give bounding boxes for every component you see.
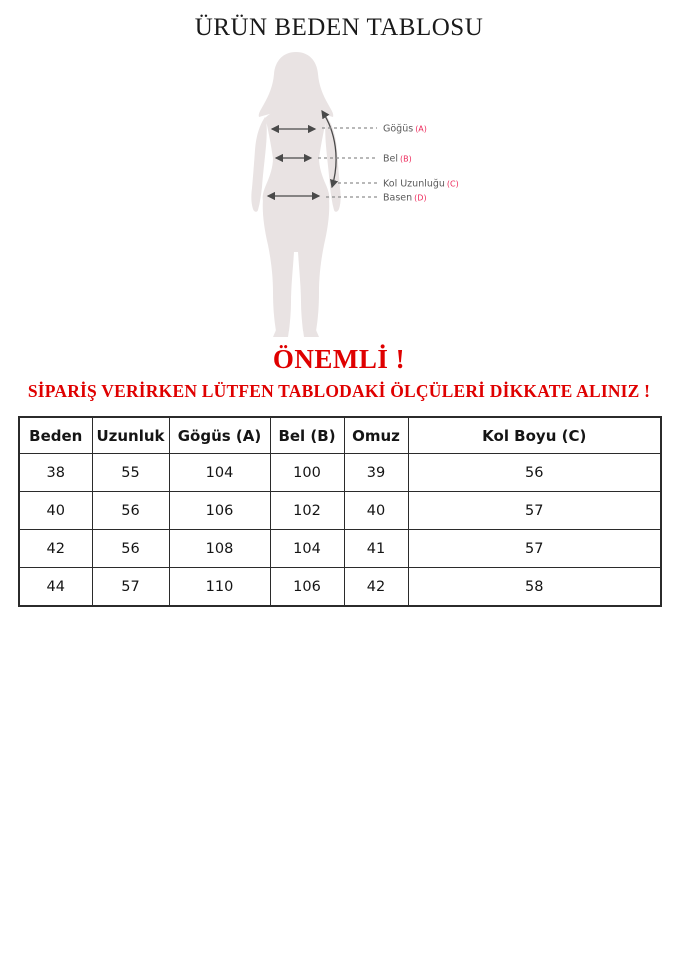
table-row: [19, 568, 661, 607]
cell-gogus: 110: [169, 568, 270, 607]
page-title: ÜRÜN BEDEN TABLOSU: [194, 14, 484, 41]
order-warning-text: SİPARİŞ VERİRKEN LÜTFEN TABLODAKİ ÖLÇÜLERİ DİKKATE ALINIZ !: [27, 381, 651, 401]
cell-gogus: 104: [169, 454, 270, 492]
female-silhouette-figure: [251, 52, 340, 337]
cell-kol-boyu: 56: [408, 454, 661, 492]
label-waist: Bel (B): [383, 153, 412, 165]
cell-bel: 104: [270, 530, 344, 568]
cell-omuz: 41: [344, 530, 408, 568]
cell-uzunluk: 56: [92, 530, 169, 568]
cell-beden: 38: [19, 454, 92, 492]
silhouette-torso: [263, 107, 330, 201]
table-header-row: [19, 417, 661, 454]
body-measurement-diagram: [0, 0, 678, 345]
cell-bel: 102: [270, 492, 344, 530]
cell-kol-boyu: 58: [408, 568, 661, 607]
label-chest: Göğüs (A): [383, 123, 427, 135]
cell-kol-boyu: 57: [408, 492, 661, 530]
label-arm-length: Kol Uzunluğu (C): [383, 178, 459, 190]
cell-omuz: 39: [344, 454, 408, 492]
cell-beden: 44: [19, 568, 92, 607]
cell-uzunluk: 57: [92, 568, 169, 607]
col-header-omuz: Omuz: [344, 417, 408, 454]
col-header-uzunluk: Uzunluk: [92, 417, 169, 454]
silhouette-head: [283, 57, 310, 95]
cell-omuz: 40: [344, 492, 408, 530]
col-header-beden: Beden: [19, 417, 92, 454]
col-header-gogus: Gögüs (A): [169, 417, 270, 454]
silhouette-right-foot: [303, 330, 319, 337]
cell-beden: 40: [19, 492, 92, 530]
label-hip: Basen (D): [383, 192, 427, 204]
size-table: [18, 416, 662, 607]
silhouette-legs: [263, 199, 330, 331]
table-row: [19, 530, 661, 568]
cell-bel: 100: [270, 454, 344, 492]
cell-gogus: 108: [169, 530, 270, 568]
silhouette-left-foot: [273, 330, 289, 337]
cell-uzunluk: 56: [92, 492, 169, 530]
cell-kol-boyu: 57: [408, 530, 661, 568]
cell-gogus: 106: [169, 492, 270, 530]
measurement-labels: [383, 124, 459, 204]
cell-omuz: 42: [344, 568, 408, 607]
table-row: [19, 454, 661, 492]
cell-bel: 106: [270, 568, 344, 607]
col-header-kol-boyu: Kol Boyu (C): [408, 417, 661, 454]
cell-beden: 42: [19, 530, 92, 568]
col-header-bel: Bel (B): [270, 417, 344, 454]
important-heading: ÖNEMLİ !: [272, 344, 406, 374]
cell-uzunluk: 55: [92, 454, 169, 492]
table-row: [19, 492, 661, 530]
